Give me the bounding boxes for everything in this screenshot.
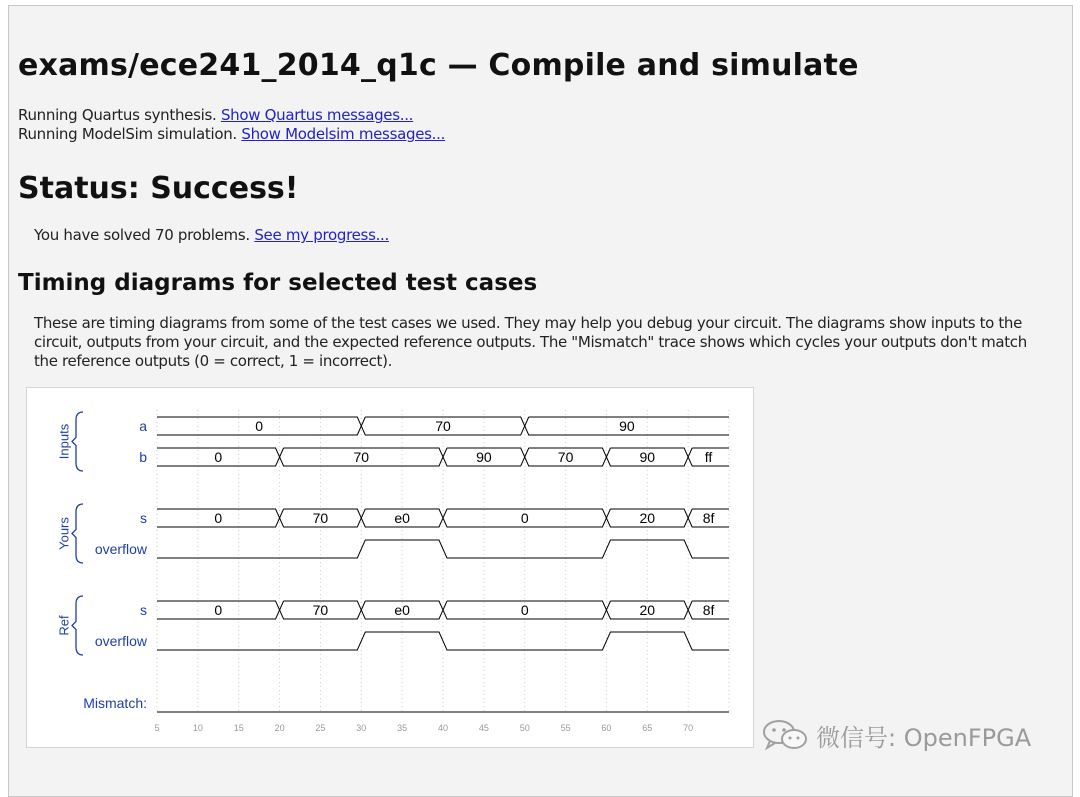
bus-value-b: 70 xyxy=(557,449,574,465)
time-tick-label: 60 xyxy=(601,723,612,733)
timing-diagrams-heading: Timing diagrams for selected test cases xyxy=(18,270,538,296)
modelsim-status-text: Running ModelSim simulation. xyxy=(18,125,242,143)
signal-label-overflow: overflow xyxy=(94,633,147,649)
bus-value-a: 0 xyxy=(255,418,264,434)
group-bracket xyxy=(72,504,83,563)
bus-value-a: 90 xyxy=(619,418,635,434)
signal-label-b: b xyxy=(139,449,147,465)
bus-value-s: 0 xyxy=(520,510,529,526)
time-tick-label: 30 xyxy=(356,723,367,733)
bus-value-s: 8f xyxy=(702,510,715,526)
time-tick-label: 25 xyxy=(315,723,326,733)
quartus-status-text: Running Quartus synthesis. xyxy=(18,106,221,124)
show-quartus-messages-link[interactable]: Show Quartus messages... xyxy=(220,106,414,124)
time-tick-label: 5 xyxy=(154,723,160,733)
bus-value-s: 0 xyxy=(214,602,223,618)
see-progress-link[interactable]: See my progress... xyxy=(254,226,389,244)
signal-label-s: s xyxy=(140,602,147,618)
show-modelsim-messages-link[interactable]: Show Modelsim messages... xyxy=(241,125,446,143)
watermark-text: 微信号: OpenFPGA xyxy=(816,723,1032,752)
bus-value-s: e0 xyxy=(394,602,410,618)
wechat-icon xyxy=(760,718,810,752)
status-heading: Status: Success! xyxy=(18,171,299,206)
quartus-status-line xyxy=(18,106,413,124)
timing-description: These are timing diagrams from some of the test cases we used. They may help you debug your circuit. The diagrams show inputs to the circuit, outputs from your circuit, and the expected reference outputs. The "Mismatch" trace shows which cycles your outputs don't match the reference outputs (0 = correct, 1 = incorrect). xyxy=(34,314,1027,370)
group-label-ref: Ref xyxy=(56,615,72,636)
time-tick-label: 35 xyxy=(397,723,408,733)
mismatch-label: Mismatch: xyxy=(83,695,147,711)
group-label-inputs: Inputs xyxy=(56,423,72,460)
signal-label-overflow: overflow xyxy=(94,541,147,557)
time-tick-label: 70 xyxy=(683,723,694,733)
bus-value-s: 0 xyxy=(520,602,529,618)
time-tick-label: 20 xyxy=(274,723,285,733)
time-tick-label: 45 xyxy=(478,723,489,733)
solved-count-text: You have solved 70 problems. xyxy=(34,226,255,244)
bus-value-s: 20 xyxy=(639,510,656,526)
group-bracket xyxy=(72,596,83,655)
bus-value-s: 70 xyxy=(312,602,329,618)
bus-value-a: 70 xyxy=(435,418,451,434)
time-tick-label: 55 xyxy=(560,723,571,733)
time-tick-label: 65 xyxy=(642,723,653,733)
time-tick-label: 10 xyxy=(192,723,203,733)
time-tick-label: 50 xyxy=(519,723,530,733)
signal-label-a: a xyxy=(139,418,147,434)
bus-value-b: 70 xyxy=(353,449,370,465)
timing-diagram xyxy=(27,388,753,747)
watermark xyxy=(760,715,1031,755)
bus-value-s: 70 xyxy=(312,510,329,526)
bus-value-b: 90 xyxy=(639,449,656,465)
group-bracket xyxy=(72,412,83,471)
bus-value-s: 20 xyxy=(639,602,656,618)
bus-value-s: 8f xyxy=(702,602,715,618)
modelsim-status-line xyxy=(18,125,445,143)
bus-value-b: ff xyxy=(704,449,713,465)
page-title: exams/ece241_2014_q1c — Compile and simulate xyxy=(18,48,859,83)
time-tick-label: 15 xyxy=(233,723,244,733)
bus-value-b: 0 xyxy=(214,449,223,465)
bus-value-b: 90 xyxy=(476,449,492,465)
group-label-yours: Yours xyxy=(56,517,72,550)
solved-count-line xyxy=(34,226,389,244)
time-tick-label: 40 xyxy=(437,723,449,733)
signal-label-s: s xyxy=(140,510,147,526)
bus-value-s: 0 xyxy=(214,510,223,526)
waveform-panel xyxy=(26,387,754,748)
bus-value-s: e0 xyxy=(394,510,410,526)
